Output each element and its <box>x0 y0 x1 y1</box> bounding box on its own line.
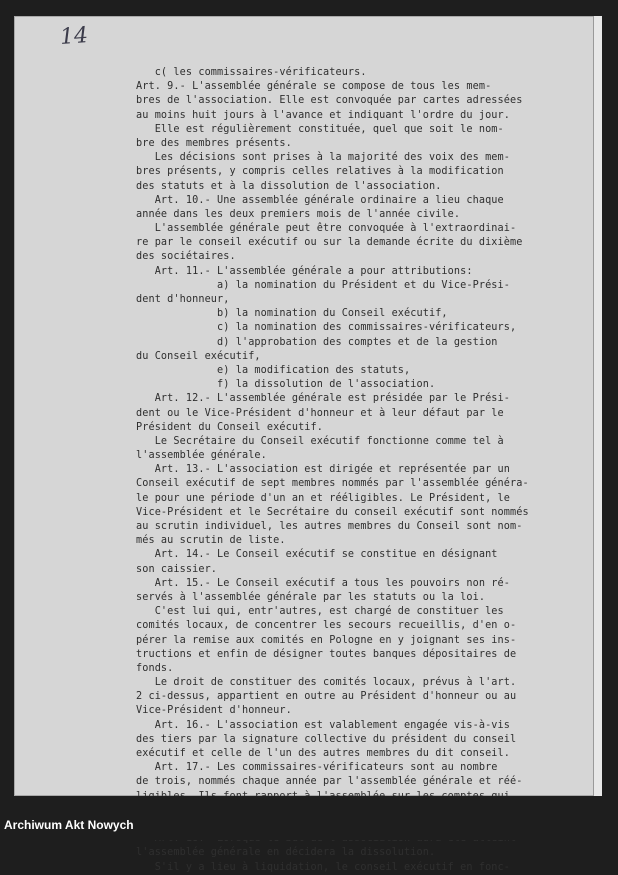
text-line: tructions et enfin de désigner toutes banques dépositaires de <box>136 648 517 660</box>
text-line: Art. 12.- L'assemblée générale est présidée par le Prési- <box>136 393 511 405</box>
text-line: année dans les deux premiers mois de l'année civile. <box>136 208 461 220</box>
text-line: bres de l'association. Elle est convoquée par cartes adressées <box>136 95 523 107</box>
page-number: 14 <box>59 23 89 50</box>
text-line: au moins huit jours à l'avance et indiquant l'ordre du jour. <box>136 109 511 121</box>
text-line: pérer la remise aux comités en Pologne en y joignant ses ins- <box>136 634 517 646</box>
text-line: dent ou le Vice-Président d'honneur et à leur défaut par le <box>136 407 504 419</box>
text-line: le pour une période d'un an et rééligibles. Le Président, le <box>136 492 511 504</box>
text-line: Art. 15.- Le Conseil exécutif a tous les pouvoirs non ré- <box>136 577 511 589</box>
text-line: Art. 14.- Le Conseil exécutif se constitue en désignant <box>136 549 498 561</box>
text-line: a) la nomination du Président et du Vice-Prési- <box>136 279 511 291</box>
text-line: bre des membres présents. <box>136 137 292 149</box>
text-line: Art. 17.- Les commissaires-vérificateurs sont au nombre <box>136 762 498 774</box>
text-line: l'assemblée générale. <box>136 450 267 462</box>
text-line: Les décisions sont prises à la majorité des voix des mem- <box>136 152 511 164</box>
text-line: Art. 10.- Une assemblée générale ordinaire a lieu chaque <box>136 194 504 206</box>
text-line: Le droit de constituer des comités locaux, prévus à l'art. <box>136 677 517 689</box>
text-line: son caissier. <box>136 563 218 575</box>
text-line: servés à l'assemblée générale par les statuts ou la loi. <box>136 591 486 603</box>
text-line: Vice-Président d'honneur. <box>136 705 292 717</box>
text-line: comités locaux, de concentrer les secours recueillis, d'en o- <box>136 620 517 632</box>
text-line: des statuts et à la dissolution de l'association. <box>136 180 442 192</box>
text-line: L'assemblée générale peut être convoquée à l'extraordinai- <box>136 223 517 235</box>
text-line: du Conseil exécutif, <box>136 350 261 362</box>
text-line: exécutif et celle de l'un des autres membres du dit conseil. <box>136 748 511 759</box>
text-line: d) l'approbation des comptes et de la gestion <box>136 336 498 348</box>
text-line: Vice-Président et le Secrétaire du conseil exécutif sont nommés <box>136 506 529 518</box>
text-line: fonds. <box>136 662 174 674</box>
text-line: Art. 11.- L'assemblée générale a pour attributions: <box>136 265 473 277</box>
text-line: més au scrutin de liste. <box>136 535 286 547</box>
text-line: e) la modification des statuts, <box>136 364 411 376</box>
text-line: c( les commissaires-vérificateurs. <box>136 67 367 78</box>
text-line: des sociétaires. <box>136 251 236 263</box>
text-line: 2 ci-dessus, appartient en outre au Président d'honneur ou au <box>136 691 517 703</box>
text-line: re par le conseil exécutif ou sur la demande écrite du dixième <box>136 237 523 249</box>
text-line: C'est lui qui, entr'autres, est chargé de constituer les <box>136 606 504 618</box>
text-line: Conseil exécutif de sept membres nommés par l'assemblée généra- <box>136 478 529 490</box>
typed-text-block <box>136 66 586 875</box>
text-line: dent d'honneur, <box>136 294 230 305</box>
text-line: au scrutin individuel, les autres membres du Conseil sont nom- <box>136 521 523 532</box>
text-line: f) la dissolution de l'association. <box>136 379 436 391</box>
text-line: c) la nomination des commissaires-vérificateurs, <box>136 322 517 334</box>
text-line: Elle est régulièrement constituée, quel que soit le nom- <box>136 123 504 135</box>
text-line: Art. 16.- L'association est valablement engagée vis-à-vis <box>136 719 511 731</box>
text-line: Art. 13.- L'association est dirigée et représentée par un <box>136 464 511 476</box>
text-line: bres présents, y compris celles relatives à la modification <box>136 166 504 178</box>
page-edge <box>593 16 602 796</box>
text-line: de trois, nommés chaque année par l'assemblée générale et réé- <box>136 776 523 788</box>
archive-logo: Archiwum Akt Nowych <box>4 818 134 832</box>
text-line: Art. 9.- L'assemblée générale se compose de tous les mem- <box>136 81 492 93</box>
text-line: des tiers par la signature collective du président du conseil <box>136 733 517 745</box>
text-line: b) la nomination du Conseil exécutif, <box>136 308 448 320</box>
text-line: Président du Conseil exécutif. <box>136 421 324 433</box>
text-line: S'il y a lieu à liquidation, le conseil exécutif en fonc- <box>136 861 511 873</box>
text-line: Le Secrétaire du Conseil exécutif fonctionne comme tel à <box>136 435 504 447</box>
footer-bar <box>0 796 618 840</box>
text-line: l'assemblée générale en décidera la dissolution. <box>136 847 436 859</box>
